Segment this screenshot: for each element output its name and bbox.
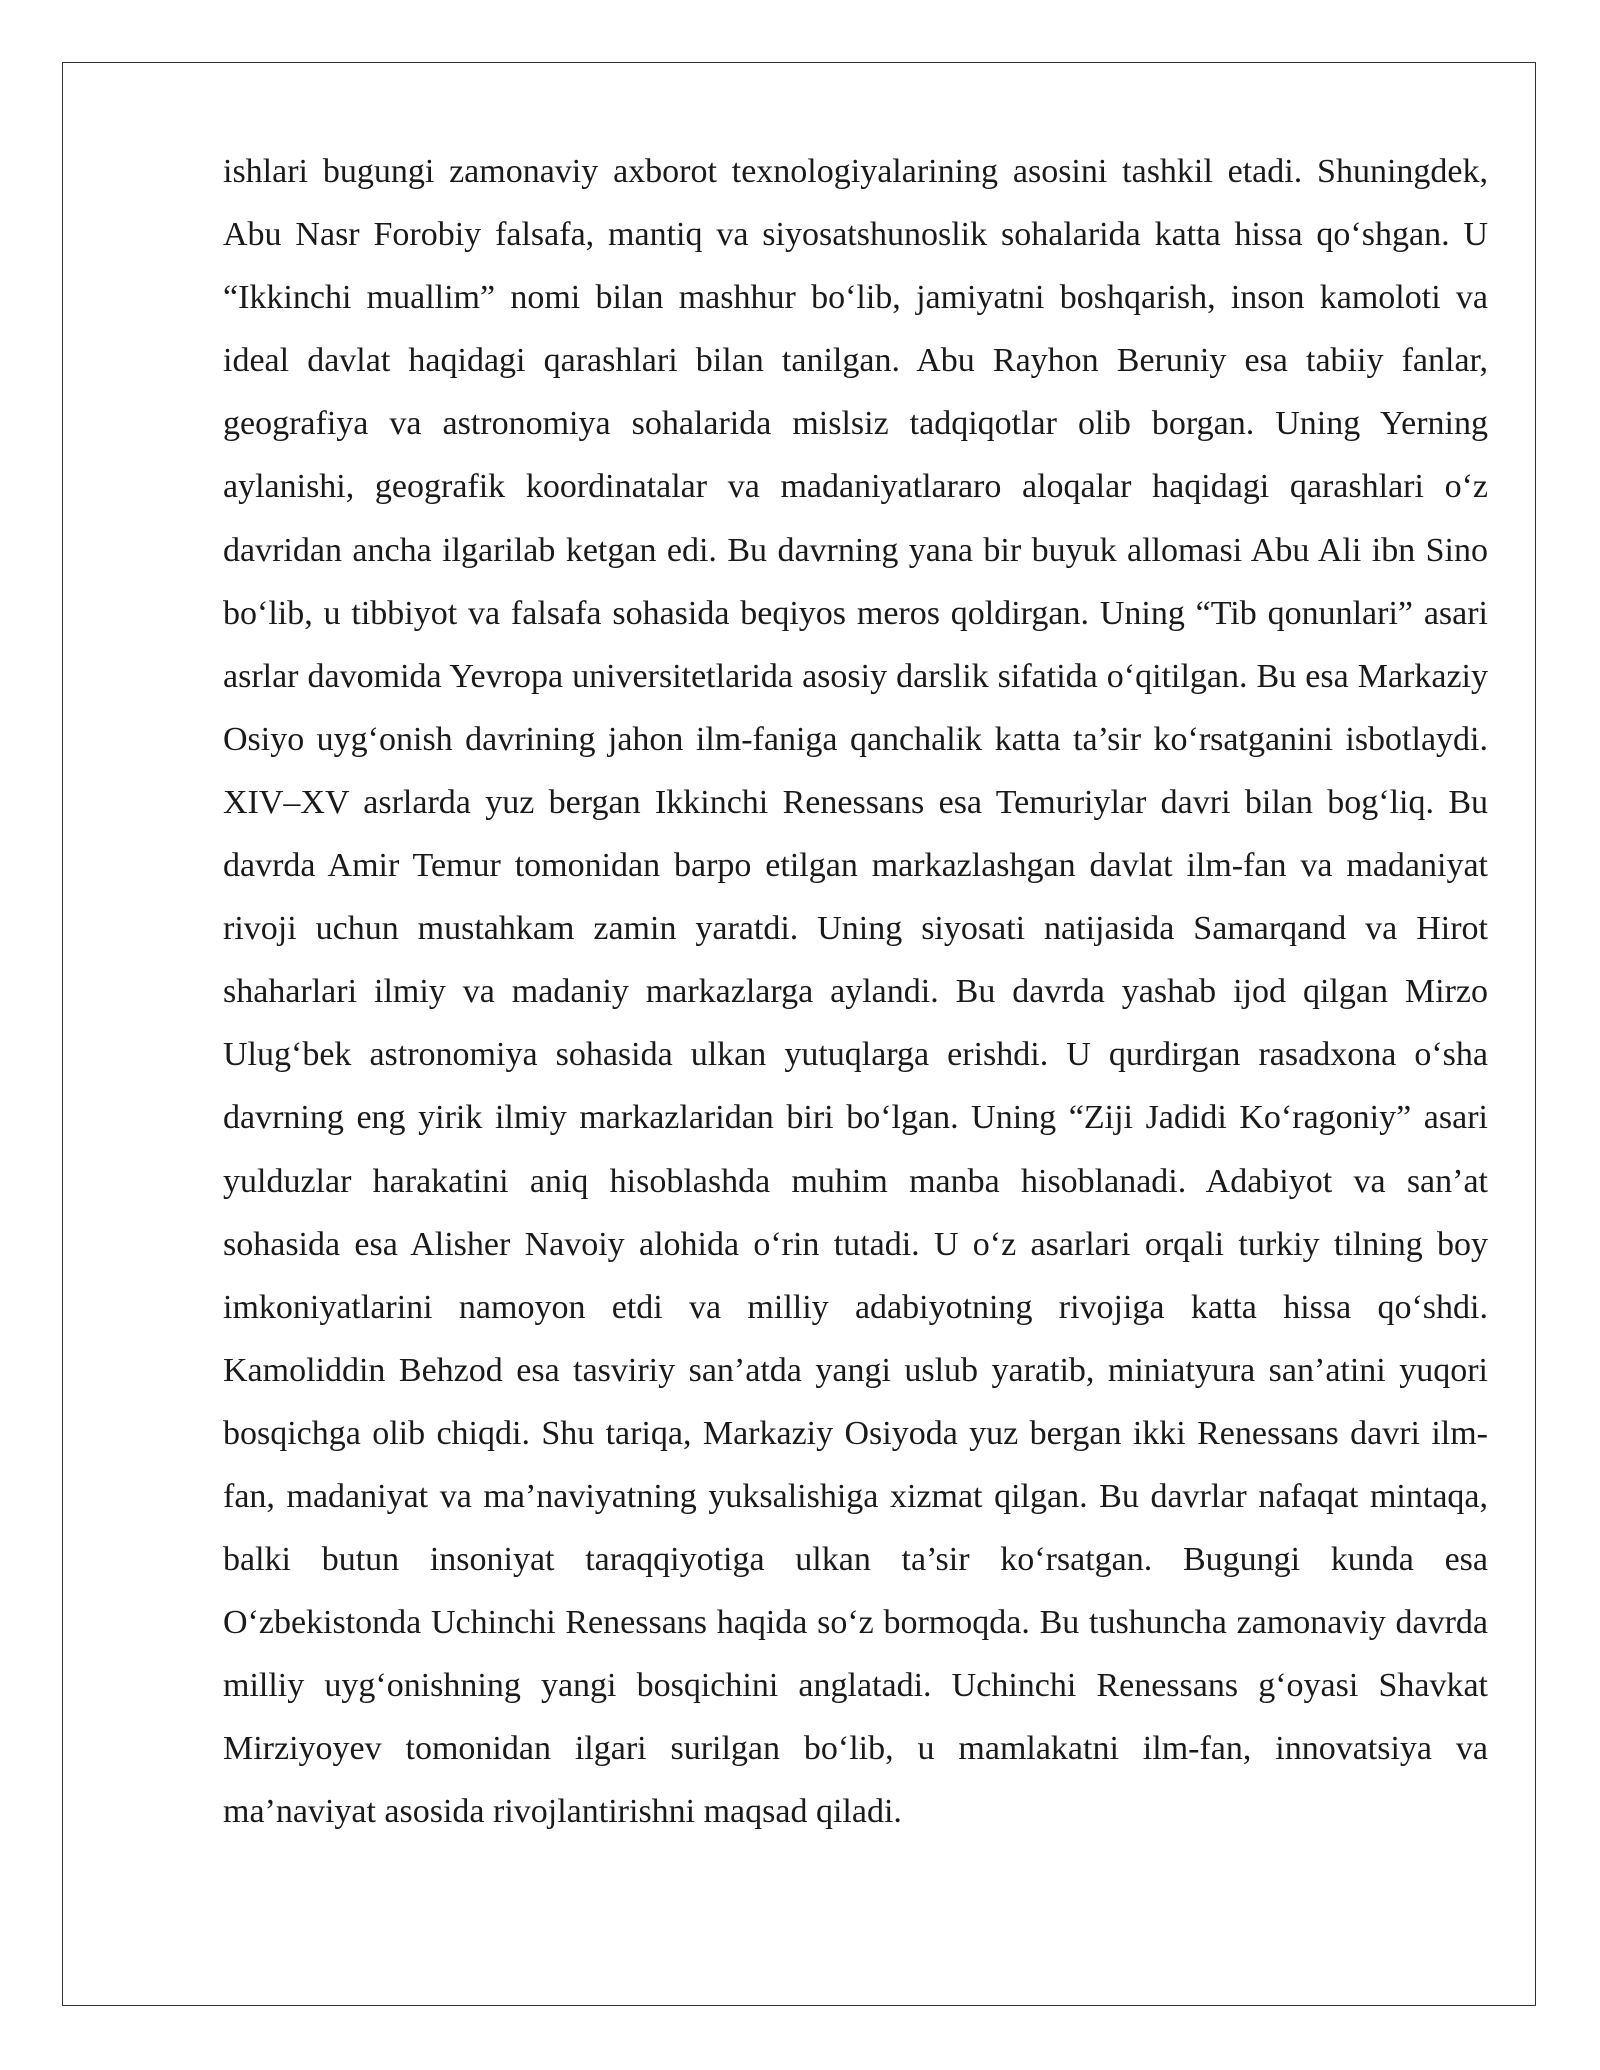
body-paragraph: ishlari bugungi zamonaviy axborot texnologiyalarining asosini tashkil etadi. Shuningdek, Abu Nasr Forobiy falsafa, mantiq va siyosatshunoslik sohalarida katta hissa qo‘shgan. U “Ikkinchi muallim” nomi bilan mashhur bo‘lib, jamiyatni boshqarish, inson kamoloti va ideal davlat haqidagi qarashlari bilan tanilgan. Abu Rayhon Beruniy esa tabiiy fanlar, geografiya va astronomiya sohalarida mislsiz tadqiqotlar olib borgan. Uning Yerning aylanishi, geografik koordinatalar va madaniyatlararo aloqalar haqidagi qarashlari o‘z davridan ancha ilgarilab ketgan edi. Bu davrning yana bir buyuk allomasi Abu Ali ibn Sino bo‘lib, u tibbiyot va falsafa sohasida beqiyos meros qoldirgan. Uning “Tib qonunlari” asari asrlar davomida Yevropa universitetlarida asosiy darslik sifatida o‘qitilgan. Bu esa Markaziy Osiyo uyg‘onish davrining jahon ilm-faniga qanchalik katta ta’sir ko‘rsatganini isbotlaydi. XIV–XV asrlarda yuz bergan Ikkinchi Renessans esa Temuriylar davri bilan bog‘liq. Bu davrda Amir Temur tomonidan barpo etilgan markazlashgan davlat ilm-fan va madaniyat rivoji uchun mustahkam zamin yaratdi. Uning siyosati natijasida Samarqand va Hirot shaharlari ilmiy va madaniy markazlarga aylandi. Bu davrda yashab ijod qilgan Mirzo Ulug‘bek astronomiya sohasida ulkan yutuqlarga erishdi. U qurdirgan rasadxona o‘sha davrning eng yirik ilmiy markazlaridan biri bo‘lgan. Uning “Ziji Jadidi Ko‘ragoniy” asari yulduzlar harakatini aniq hisoblashda muhim manba hisoblanadi. Adabiyot va san’at sohasida esa Alisher Navoiy alohida o‘rin tutadi. U o‘z asarlari orqali turkiy tilning boy imkoniyatlarini namoyon etdi va milliy adabiyotning rivojiga katta hissa qo‘shdi. Kamoliddin Behzod esa tasviriy san’atda yangi uslub yaratib, miniatyura san’atini yuqori bosqichga olib chiqdi. Shu tariqa, Markaziy Osiyoda yuz bergan ikki Renessans davri ilm-fan, madaniyat va ma’naviyatning yuksalishiga xizmat qilgan. Bu davrlar nafaqat mintaqa, balki butun insoniyat taraqqiyotiga ulkan ta’sir ko‘rsatgan. Bugungi kunda esa O‘zbekistonda Uchinchi Renessans haqida so‘z bormoqda. Bu tushuncha zamonaviy davrda milliy uyg‘onishning yangi bosqichini anglatadi. Uchinchi Renessans g‘oyasi Shavkat Mirziyoyev tomonidan ilgari surilgan bo‘lib, u mamlakatni ilm-fan, innovatsiya va ma’naviyat asosida rivojlantirishni maqsad qiladi. xyxy=(223,153,1488,1831)
